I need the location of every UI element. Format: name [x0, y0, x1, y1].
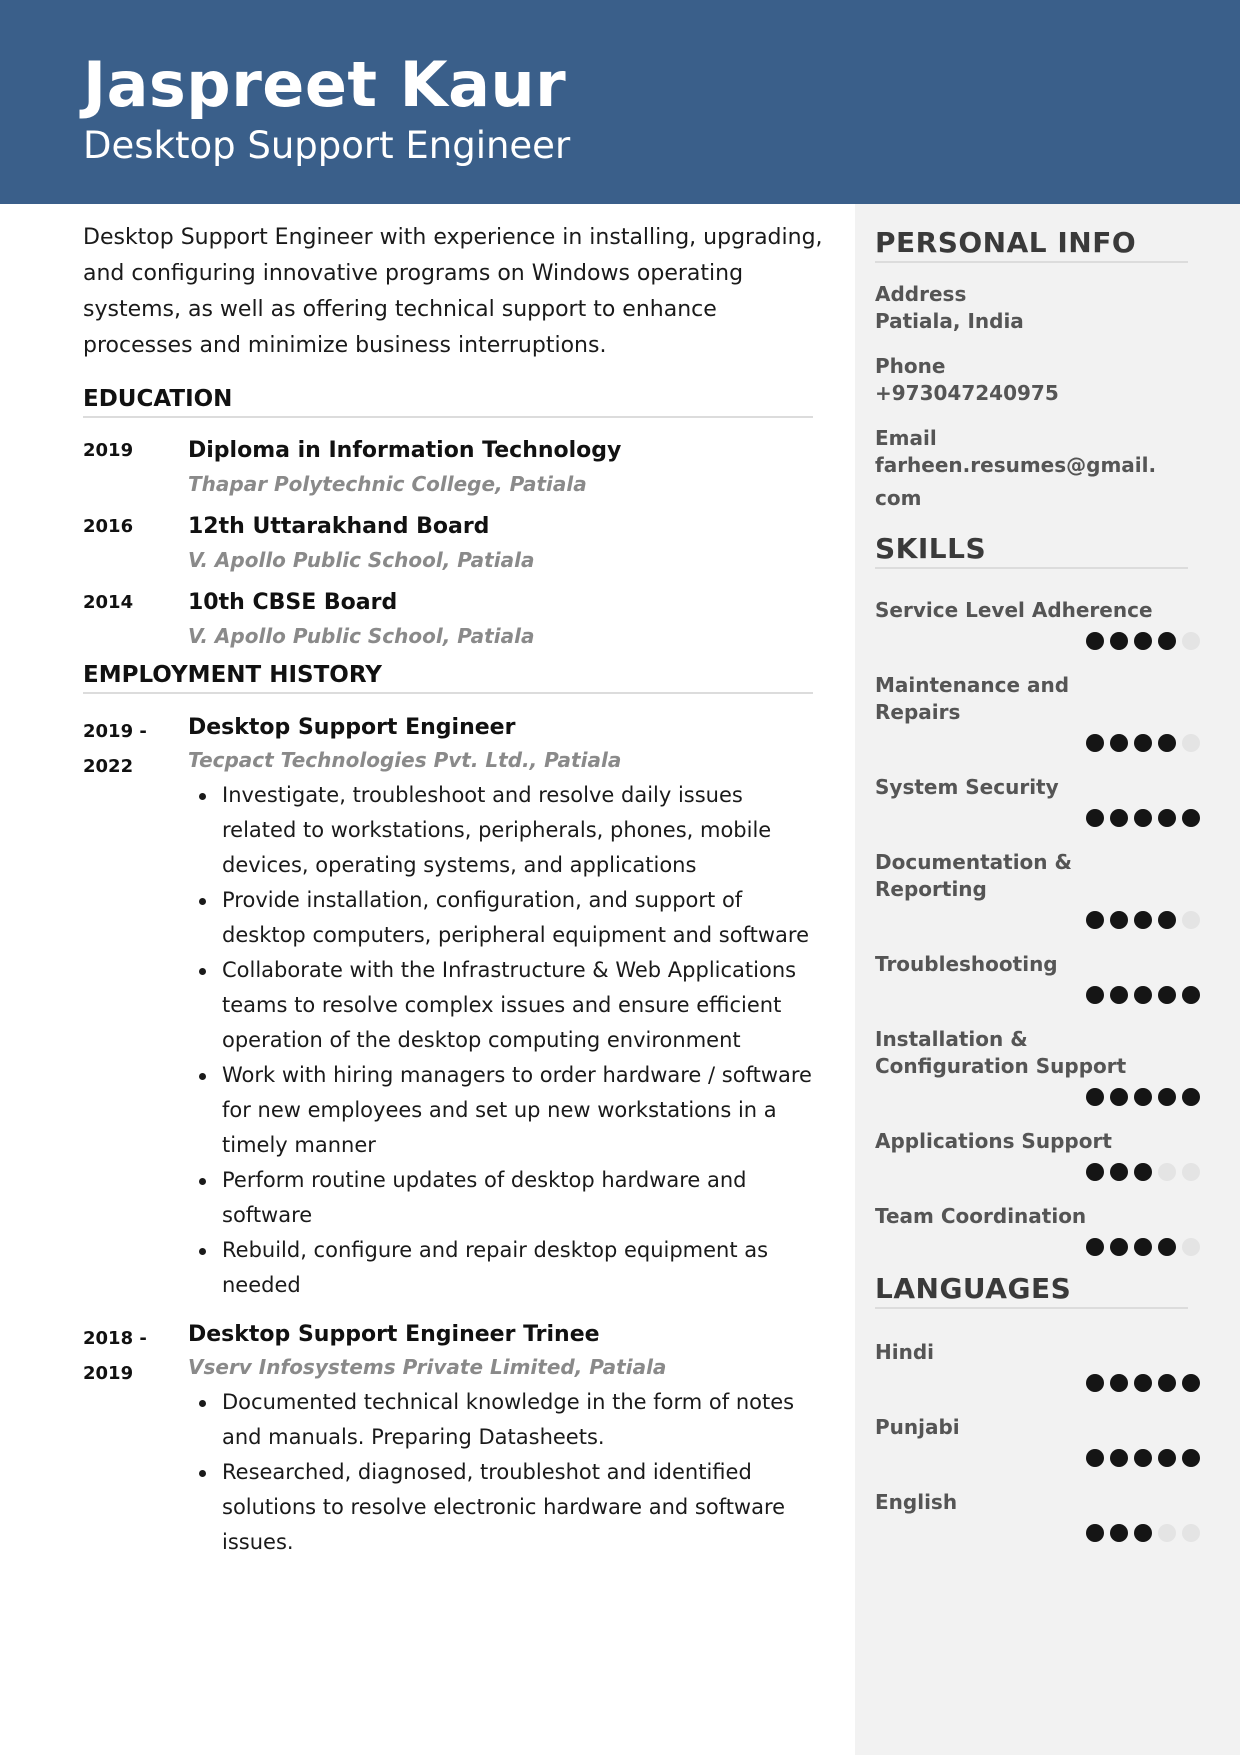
- rating-dot-filled: [1110, 1374, 1128, 1392]
- email-block: [875, 425, 1200, 512]
- skill-item: [875, 951, 1200, 1004]
- job-title: Desktop Support Engineer Trinee: [188, 1322, 600, 1347]
- education-degree: 12th Uttarakhand Board: [188, 514, 490, 539]
- rating-dot-filled: [1086, 1088, 1104, 1106]
- education-year: 2014: [83, 592, 134, 613]
- skill-item: [875, 597, 1200, 650]
- language-name: Punjabi: [875, 1415, 960, 1439]
- rating-dots: [875, 1088, 1200, 1106]
- rating-dot-filled: [1110, 1238, 1128, 1256]
- skill-item: [875, 774, 1200, 827]
- rating-dot-empty: [1182, 632, 1200, 650]
- sidebar: [875, 226, 1200, 1542]
- rating-dot-filled: [1158, 1088, 1176, 1106]
- job-year-end: 2022: [83, 756, 134, 777]
- rating-dot-filled: [1134, 1524, 1152, 1542]
- rating-dot-filled: [1158, 734, 1176, 752]
- rating-dot-filled: [1086, 1524, 1104, 1542]
- rating-dot-filled: [1110, 1449, 1128, 1467]
- rating-dots: [875, 1449, 1200, 1467]
- language-name: Hindi: [875, 1340, 935, 1364]
- skills-title: SKILLS: [875, 532, 1188, 569]
- job-entry: [83, 1319, 823, 1560]
- job-bullet: Work with hiring managers to order hardware / software for new employees and set up new workstations in a timely manner: [188, 1058, 823, 1163]
- education-school: Thapar Polytechnic College, Patiala: [188, 472, 587, 496]
- rating-dots: [875, 1374, 1200, 1392]
- employment-title: EMPLOYMENT HISTORY: [83, 662, 813, 694]
- rating-dot-filled: [1134, 911, 1152, 929]
- education-school: V. Apollo Public School, Patiala: [188, 624, 535, 648]
- phone-label: Phone: [875, 354, 946, 378]
- job-bullet: Rebuild, configure and repair desktop equipment as needed: [188, 1233, 823, 1303]
- education-degree: 10th CBSE Board: [188, 590, 398, 615]
- rating-dot-filled: [1086, 911, 1104, 929]
- rating-dot-empty: [1158, 1524, 1176, 1542]
- rating-dots: [875, 809, 1200, 827]
- skill-name: Team Coordination: [875, 1204, 1087, 1228]
- skill-item: [875, 1203, 1200, 1256]
- rating-dot-filled: [1158, 1374, 1176, 1392]
- skill-name: Maintenance and Repairs: [875, 673, 1070, 724]
- email-value: farheen.resumes@gmail.: [875, 453, 1157, 477]
- education-list: [83, 438, 823, 666]
- rating-dot-filled: [1182, 1449, 1200, 1467]
- phone-block: [875, 353, 1200, 407]
- rating-dots: [875, 1524, 1200, 1542]
- rating-dot-filled: [1158, 911, 1176, 929]
- rating-dot-filled: [1086, 1238, 1104, 1256]
- rating-dot-empty: [1182, 1524, 1200, 1542]
- rating-dot-empty: [1182, 734, 1200, 752]
- rating-dot-filled: [1158, 809, 1176, 827]
- language-name: English: [875, 1490, 958, 1514]
- rating-dot-filled: [1134, 1088, 1152, 1106]
- language-item: [875, 1489, 1200, 1542]
- job-bullets: [188, 778, 823, 1303]
- languages-title: LANGUAGES: [875, 1272, 1188, 1309]
- education-school: V. Apollo Public School, Patiala: [188, 548, 535, 572]
- rating-dots: [875, 734, 1200, 752]
- rating-dot-filled: [1158, 1238, 1176, 1256]
- rating-dot-filled: [1086, 734, 1104, 752]
- rating-dot-filled: [1134, 1374, 1152, 1392]
- job-bullet: Researched, diagnosed, troubleshot and identified solutions to resolve electronic hardware and software issues.: [188, 1455, 823, 1560]
- rating-dot-filled: [1134, 734, 1152, 752]
- email-label: Email: [875, 426, 937, 450]
- rating-dot-filled: [1182, 986, 1200, 1004]
- rating-dot-filled: [1134, 809, 1152, 827]
- rating-dot-filled: [1134, 1238, 1152, 1256]
- skill-name: Troubleshooting: [875, 952, 1058, 976]
- rating-dot-empty: [1182, 911, 1200, 929]
- candidate-name: Jaspreet Kaur: [83, 48, 567, 121]
- rating-dot-filled: [1110, 632, 1128, 650]
- job-title: Desktop Support Engineer: [188, 715, 516, 740]
- skill-name: Service Level Adherence: [875, 598, 1153, 622]
- job-bullet: Documented technical knowledge in the form of notes and manuals. Preparing Datasheets.: [188, 1385, 823, 1455]
- education-item: [83, 438, 823, 514]
- job-years: [83, 1321, 153, 1391]
- rating-dot-filled: [1086, 1374, 1104, 1392]
- skill-name: System Security: [875, 775, 1059, 799]
- rating-dot-filled: [1086, 809, 1104, 827]
- education-item: [83, 590, 823, 666]
- rating-dot-empty: [1182, 1238, 1200, 1256]
- rating-dot-filled: [1110, 734, 1128, 752]
- rating-dots: [875, 986, 1200, 1004]
- candidate-role: Desktop Support Engineer: [83, 124, 571, 167]
- job-bullet: Perform routine updates of desktop hardware and software: [188, 1163, 823, 1233]
- skill-item: [875, 1026, 1200, 1106]
- rating-dot-empty: [1182, 1163, 1200, 1181]
- personal-info-title: PERSONAL INFO: [875, 226, 1188, 263]
- rating-dot-filled: [1110, 809, 1128, 827]
- job-bullet: Provide installation, configuration, and support of desktop computers, peripheral equipment and software: [188, 883, 823, 953]
- rating-dot-filled: [1182, 1088, 1200, 1106]
- rating-dot-filled: [1086, 1449, 1104, 1467]
- skill-name: Applications Support: [875, 1129, 1112, 1153]
- job-entry: [83, 712, 823, 1303]
- rating-dot-empty: [1158, 1163, 1176, 1181]
- rating-dot-filled: [1110, 1524, 1128, 1542]
- job-year-start: 2018 -: [83, 1328, 147, 1349]
- skill-item: [875, 672, 1200, 752]
- job-year-start: 2019 -: [83, 721, 147, 742]
- resume-header: [0, 0, 1240, 204]
- rating-dots: [875, 632, 1200, 650]
- job-years: [83, 714, 153, 784]
- rating-dot-filled: [1134, 986, 1152, 1004]
- education-degree: Diploma in Information Technology: [188, 438, 622, 463]
- education-title: EDUCATION: [83, 386, 813, 418]
- job-bullet: Collaborate with the Infrastructure & Web Applications teams to resolve complex issues and ensure efficient operation of the desktop computing environment: [188, 953, 823, 1058]
- rating-dot-filled: [1110, 1163, 1128, 1181]
- rating-dot-filled: [1158, 1449, 1176, 1467]
- job-year-end: 2019: [83, 1363, 134, 1384]
- rating-dot-filled: [1134, 1449, 1152, 1467]
- languages-list: [875, 1339, 1200, 1542]
- rating-dot-filled: [1134, 632, 1152, 650]
- profile-summary: Desktop Support Engineer with experience in installing, upgrading, and configuring innovative programs on Windows operating systems, as well as offering technical support to enhance processes and minimize business interruptions.: [83, 225, 823, 358]
- rating-dot-filled: [1086, 1163, 1104, 1181]
- job-bullets: [188, 1385, 823, 1560]
- skills-list: [875, 597, 1200, 1256]
- skill-item: [875, 1128, 1200, 1181]
- language-item: [875, 1339, 1200, 1392]
- rating-dot-filled: [1110, 986, 1128, 1004]
- main-column: [83, 220, 823, 1560]
- language-item: [875, 1414, 1200, 1467]
- education-year: 2019: [83, 440, 134, 461]
- rating-dots: [875, 1163, 1200, 1181]
- phone-value: +973047240975: [875, 381, 1059, 405]
- skill-name: Installation & Configuration Support: [875, 1027, 1127, 1078]
- education-item: [83, 514, 823, 590]
- address-label: Address: [875, 282, 967, 306]
- rating-dot-filled: [1110, 911, 1128, 929]
- rating-dots: [875, 911, 1200, 929]
- rating-dots: [875, 1238, 1200, 1256]
- skill-name: Documentation & Reporting: [875, 850, 1072, 901]
- rating-dot-filled: [1086, 632, 1104, 650]
- job-bullet: Investigate, troubleshoot and resolve daily issues related to workstations, peripherals, phones, mobile devices, operating systems, and applications: [188, 778, 823, 883]
- email-value-cont: com: [875, 486, 922, 510]
- education-year: 2016: [83, 516, 134, 537]
- rating-dot-filled: [1086, 986, 1104, 1004]
- rating-dot-filled: [1182, 809, 1200, 827]
- rating-dot-filled: [1158, 986, 1176, 1004]
- rating-dot-filled: [1134, 1163, 1152, 1181]
- address-value: Patiala, India: [875, 309, 1024, 333]
- skill-item: [875, 849, 1200, 929]
- rating-dot-filled: [1158, 632, 1176, 650]
- job-company: Vserv Infosystems Private Limited, Patiala: [188, 1355, 667, 1379]
- address-block: [875, 281, 1200, 335]
- rating-dot-filled: [1182, 1374, 1200, 1392]
- job-company: Tecpact Technologies Pvt. Ltd., Patiala: [188, 748, 622, 772]
- rating-dot-filled: [1110, 1088, 1128, 1106]
